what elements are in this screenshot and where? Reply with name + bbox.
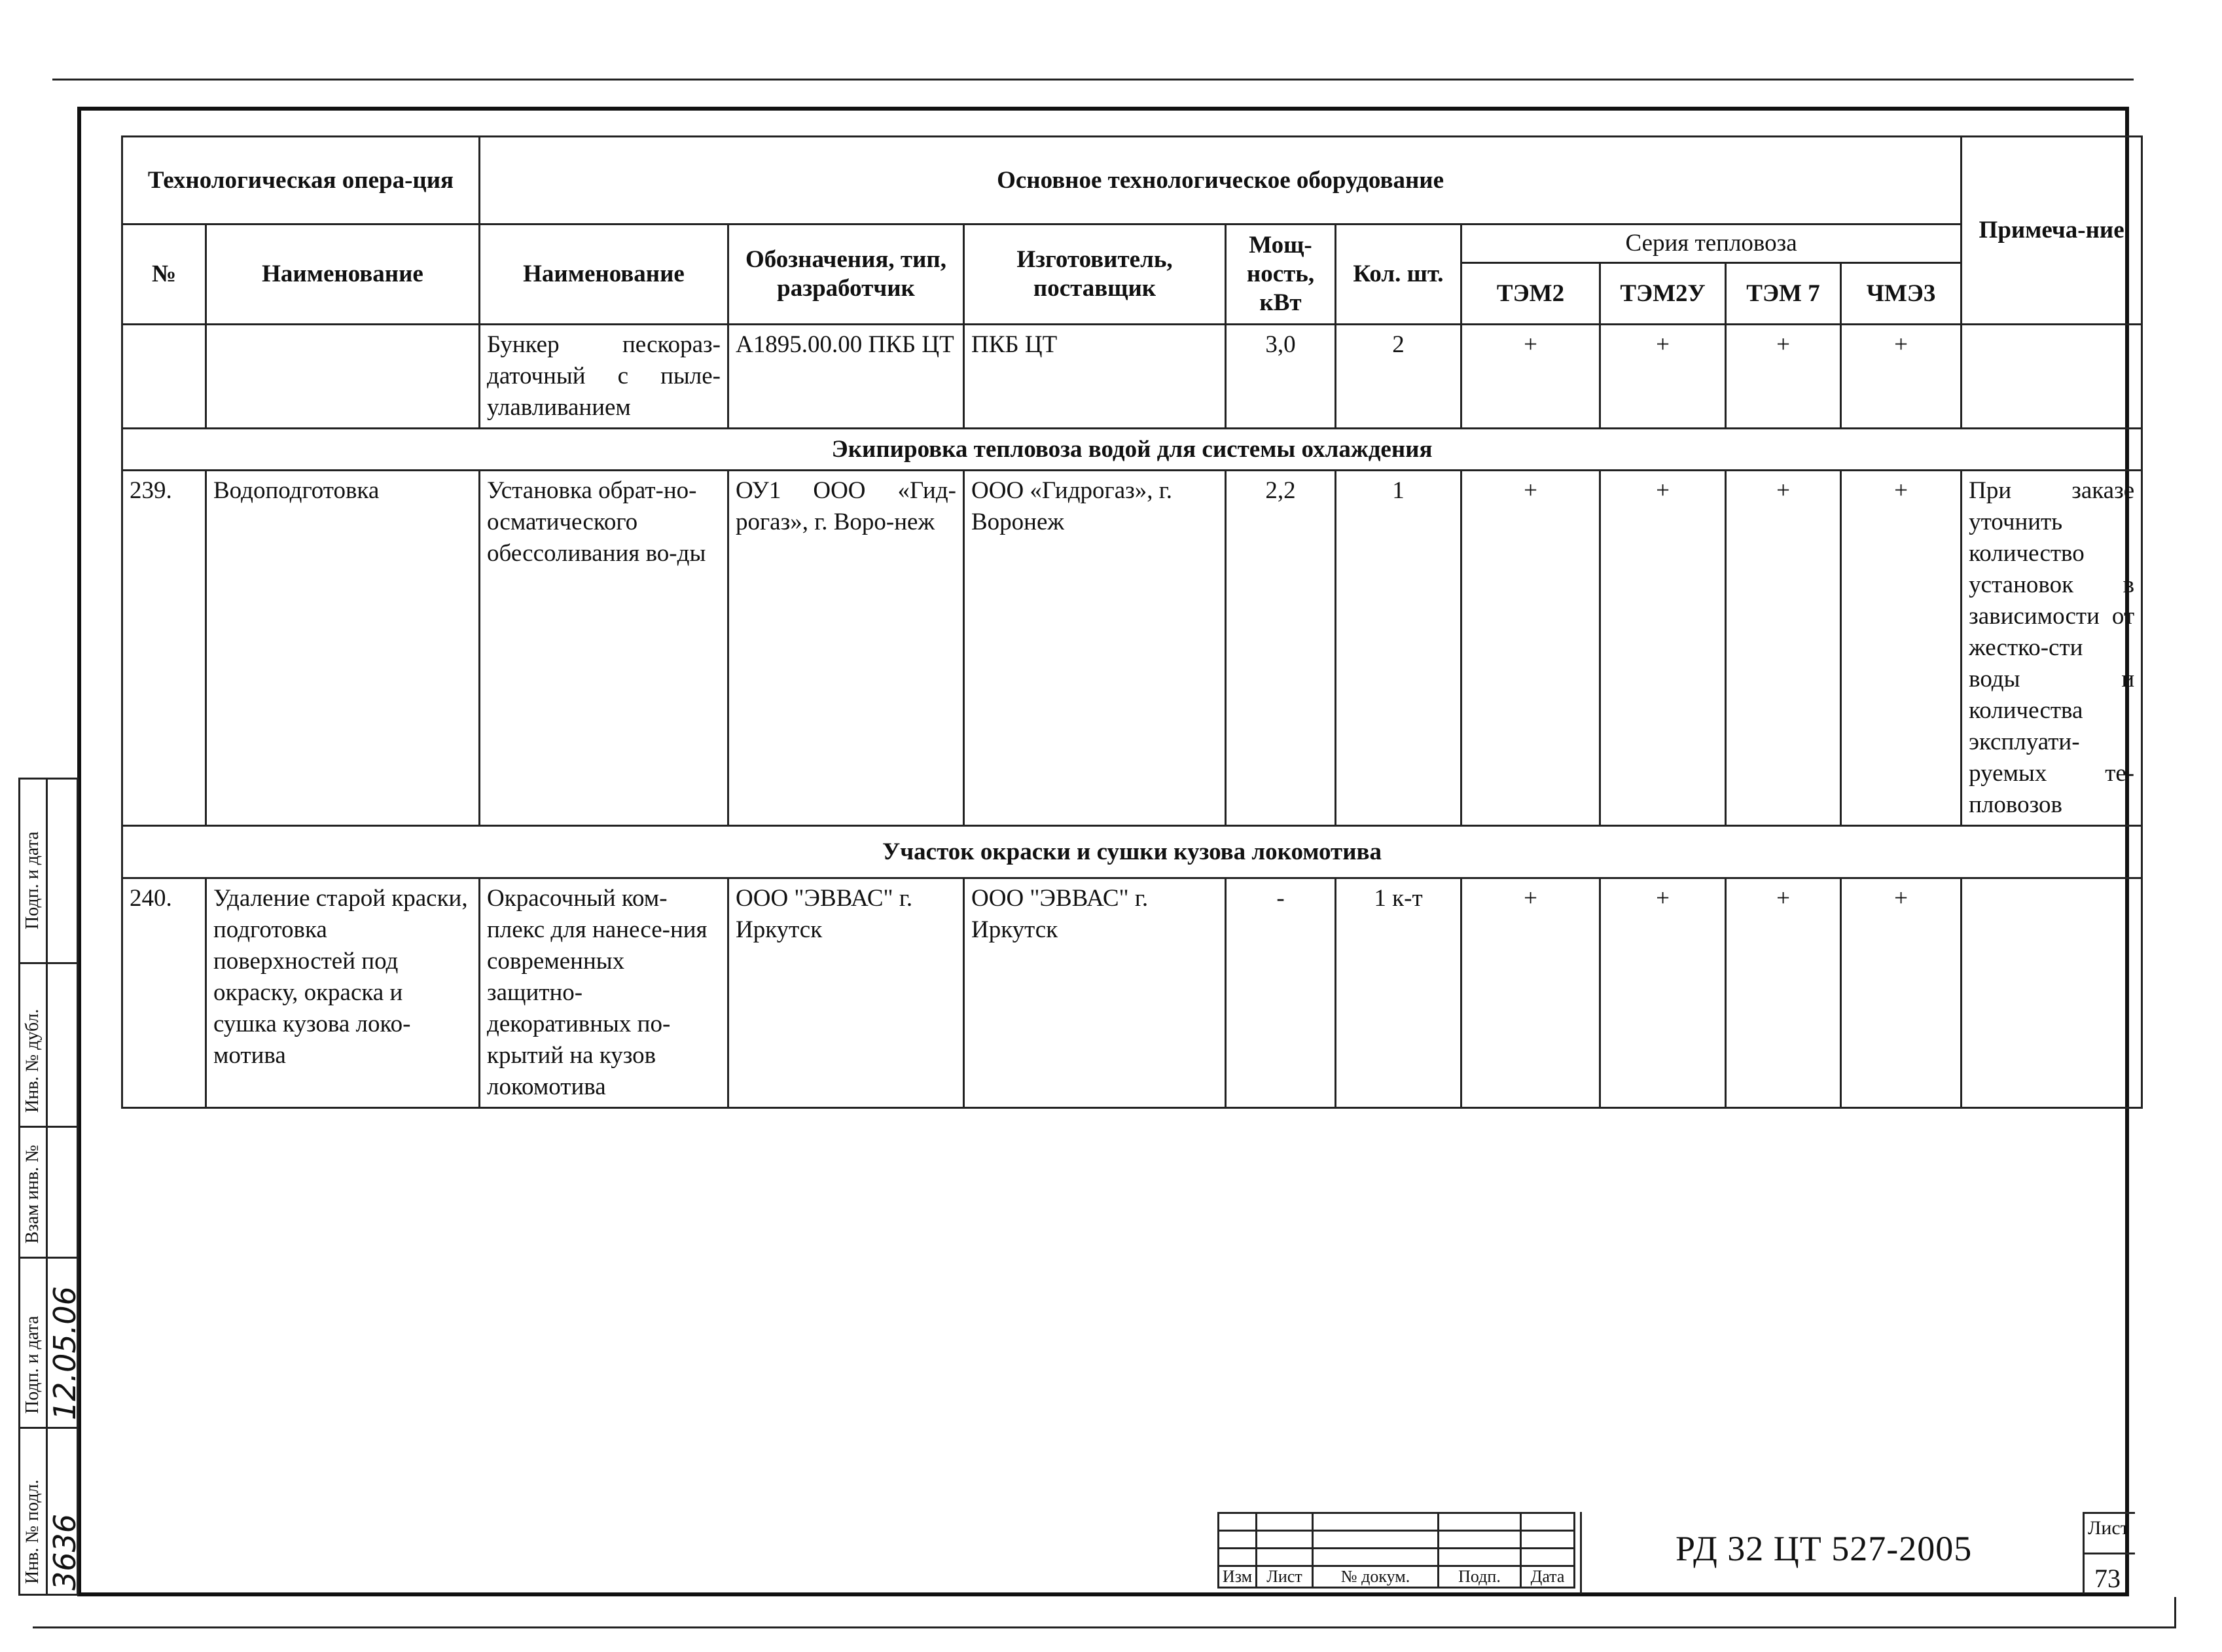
cell-note: При заказе уточнить количество установок в зависимости от жестко-сти воды и количества эксплуати-руемых те-пловозов — [1962, 471, 2142, 826]
cell-eq-name: Бункер пескораз-даточный с пыле-улавливанием — [480, 325, 728, 429]
cell-tem7: + — [1726, 878, 1841, 1108]
tb-label-docnum: № докум. — [1313, 1566, 1439, 1588]
tb-cell — [1521, 1513, 1575, 1531]
cell-num: 240. — [122, 878, 206, 1108]
table-row — [122, 325, 2142, 429]
header-tech-op: Технологическая опера-ция — [122, 137, 480, 224]
tb-cell — [1219, 1549, 1257, 1566]
header-note: Примеча-ние — [1962, 137, 2142, 325]
header-power: Мощ-ность, кВт — [1226, 224, 1336, 325]
header-qty: Кол. шт. — [1336, 224, 1461, 325]
cell-name — [206, 325, 480, 429]
section-title: Экипировка тепловоза водой для системы охлаждения — [122, 429, 2142, 471]
sheet-box-divider — [2083, 1553, 2135, 1554]
tb-label-data: Дата — [1521, 1566, 1575, 1588]
stamp-divider — [46, 778, 48, 1596]
document-id: РД 32 ЦТ 527-2005 — [1675, 1529, 1973, 1568]
tb-cell — [1219, 1531, 1257, 1549]
cell-note — [1962, 325, 2142, 429]
stamp-label-podp-data: Подп. и дата — [22, 1316, 43, 1414]
header-series-tem7: ТЭМ 7 — [1726, 263, 1841, 325]
tb-label-podp: Подп. — [1439, 1566, 1521, 1588]
tb-cell — [1439, 1513, 1521, 1531]
header-row-2 — [122, 224, 2142, 263]
tb-cell — [1257, 1531, 1313, 1549]
cell-tem2u: + — [1600, 878, 1726, 1108]
header-manufacturer: Изготовитель, поставщик — [964, 224, 1226, 325]
header-series: Серия тепловоза — [1461, 224, 1962, 263]
cell-name: Водоподготовка — [206, 471, 480, 826]
cell-manufacturer: ООО «Гидрогаз», г. Воронеж — [964, 471, 1226, 826]
cell-power: - — [1226, 878, 1336, 1108]
cell-qty: 2 — [1336, 325, 1461, 429]
cell-tem7: + — [1726, 325, 1841, 429]
header-series-tem2u: ТЭМ2У — [1600, 263, 1726, 325]
tb-label-list: Лист — [1257, 1566, 1313, 1588]
cell-tem2u: + — [1600, 325, 1726, 429]
tb-cell — [1313, 1549, 1439, 1566]
tb-cell — [1219, 1513, 1257, 1531]
section-title: Участок окраски и сушки кузова локомотива — [122, 826, 2142, 878]
tb-label-izm: Изм — [1219, 1566, 1257, 1588]
cell-power: 2,2 — [1226, 471, 1336, 826]
section-row — [122, 826, 2142, 878]
cell-tem7: + — [1726, 471, 1841, 826]
cell-name: Удаление старой краски, подготовка поверхностей под окраску, окраска и сушка кузова локо-мотива — [206, 878, 480, 1108]
stamp-row-divider — [18, 962, 79, 964]
tb-cell — [1439, 1549, 1521, 1566]
header-series-chme3: ЧМЭ3 — [1841, 263, 1962, 325]
cell-designation: ООО "ЭВВАС" г. Иркутск — [728, 878, 964, 1108]
handwritten-date: 12.05.06 — [47, 1286, 82, 1420]
cell-note — [1962, 878, 2142, 1108]
header-series-tem2: ТЭМ2 — [1461, 263, 1600, 325]
cell-qty: 1 к-т — [1336, 878, 1461, 1108]
cell-tem2: + — [1461, 325, 1600, 429]
table-row — [122, 471, 2142, 826]
header-designation: Обозначения, тип, разработчик — [728, 224, 964, 325]
cell-eq-name: Окрасочный ком-плекс для нанесе-ния современных защитно-декоративных по-крытий на кузов локомотива — [480, 878, 728, 1108]
cell-manufacturer: ООО "ЭВВАС" г. Иркутск — [964, 878, 1226, 1108]
section-row — [122, 429, 2142, 471]
handwritten-number: 3636 — [47, 1513, 82, 1590]
header-num: № — [122, 224, 206, 325]
table-row — [122, 878, 2142, 1108]
tb-cell — [1521, 1549, 1575, 1566]
stamp-label-inv-podl: Инв. № подл. — [22, 1479, 43, 1584]
tb-cell — [1439, 1531, 1521, 1549]
stamp-row-divider — [18, 1126, 79, 1128]
tb-cell — [1521, 1531, 1575, 1549]
stamp-row-divider — [18, 1257, 79, 1259]
title-block-right-divider — [1580, 1512, 1582, 1594]
cell-power: 3,0 — [1226, 325, 1336, 429]
header-eq-name: Наименование — [480, 224, 728, 325]
cell-manufacturer: ПКБ ЦТ — [964, 325, 1226, 429]
tb-cell — [1257, 1549, 1313, 1566]
sheet-label: Лист — [2088, 1517, 2129, 1539]
header-row-1 — [122, 137, 2142, 224]
bottom-border-line — [33, 1626, 2176, 1628]
tb-cell — [1257, 1513, 1313, 1531]
sheet-number: 73 — [2094, 1564, 2121, 1593]
cell-designation: ОУ1 ООО «Гид-рогаз», г. Воро-неж — [728, 471, 964, 826]
right-border-line — [2174, 1597, 2176, 1628]
cell-eq-name: Установка обрат-но-осматического обессоливания во-ды — [480, 471, 728, 826]
header-name: Наименование — [206, 224, 480, 325]
cell-qty: 1 — [1336, 471, 1461, 826]
cell-chme3: + — [1841, 878, 1962, 1108]
title-block-grid — [1217, 1512, 1575, 1589]
tb-cell — [1313, 1531, 1439, 1549]
tb-cell — [1313, 1513, 1439, 1531]
cell-num: 239. — [122, 471, 206, 826]
cell-tem2u: + — [1600, 471, 1726, 826]
cell-tem2: + — [1461, 471, 1600, 826]
cell-chme3: + — [1841, 471, 1962, 826]
stamp-row-divider — [18, 1427, 79, 1429]
equipment-table — [121, 135, 2143, 1109]
stamp-label-inv-dubl: Инв. № дубл. — [22, 1009, 43, 1113]
stamp-label-podp-data-top: Подп. и дата — [22, 831, 43, 929]
cell-chme3: + — [1841, 325, 1962, 429]
cell-tem2: + — [1461, 878, 1600, 1108]
cell-num — [122, 325, 206, 429]
top-border-line — [52, 79, 2134, 81]
header-main-equipment: Основное технологическое оборудование — [480, 137, 1962, 224]
cell-designation: А1895.00.00 ПКБ ЦТ — [728, 325, 964, 429]
stamp-label-vzam-inv: Взам инв. № — [22, 1145, 43, 1244]
